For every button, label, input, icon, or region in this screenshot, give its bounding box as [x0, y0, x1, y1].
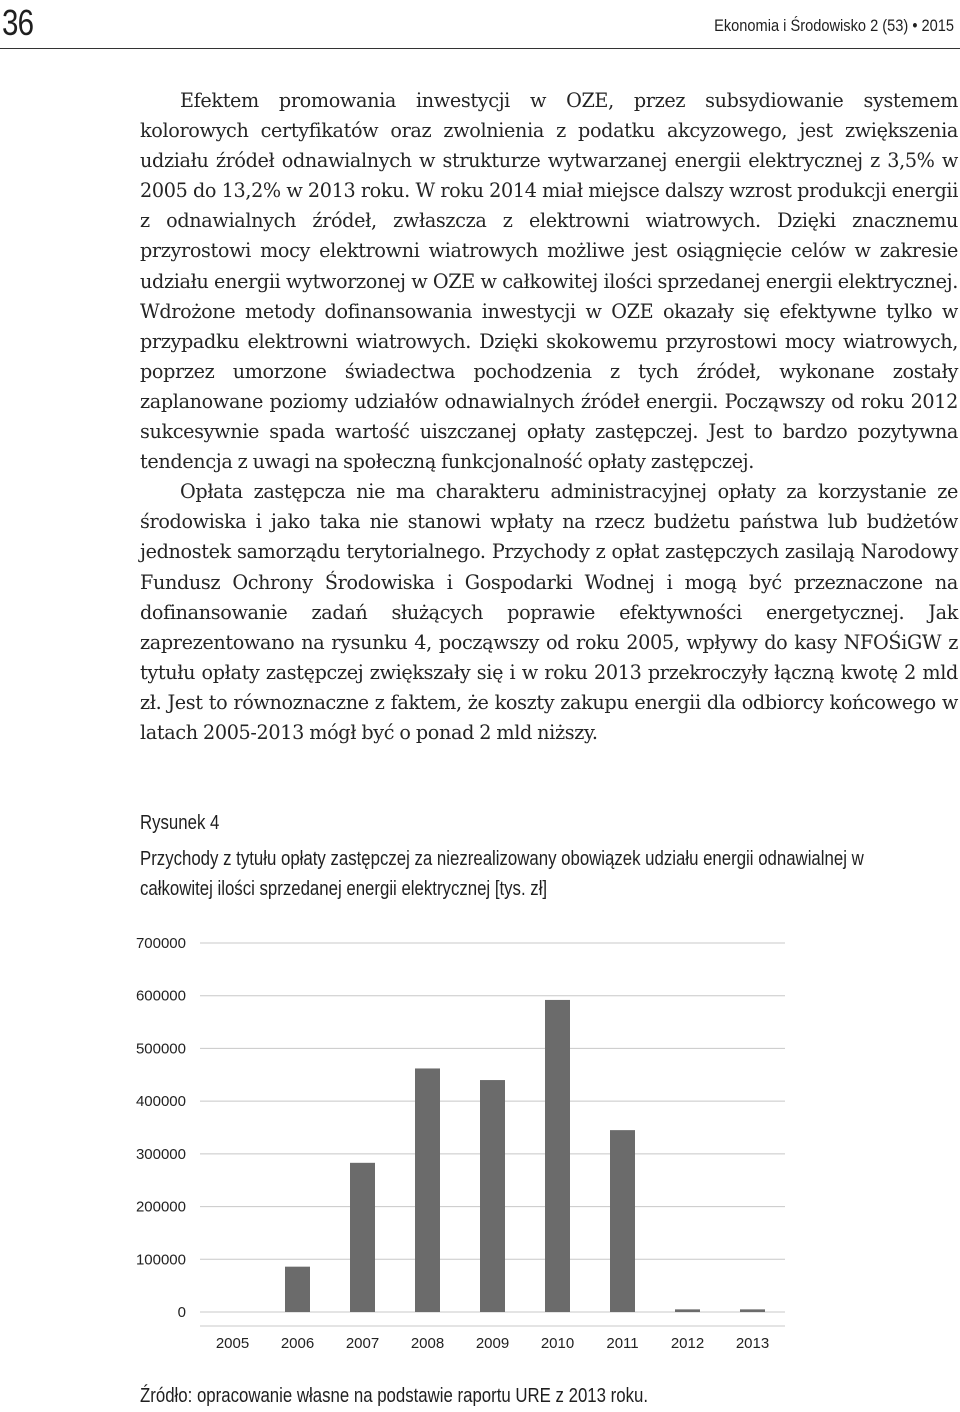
bar-2006: [285, 1267, 310, 1312]
y-tick-label: 0: [177, 1304, 186, 1321]
x-tick-label: 2012: [670, 1335, 705, 1352]
figure-caption: Przychody z tytułu opłaty zastępczej za niezrealizowany obowiązek udziału energii odnawialnej w całkowitej ilości sprzedanej energii elektrycznej [tys. zł]: [140, 848, 864, 900]
x-tick-label: 2007: [345, 1335, 380, 1352]
bar-2013: [740, 1309, 765, 1312]
bar-2008: [415, 1068, 440, 1312]
y-tick-label: 200000: [135, 1198, 186, 1216]
page-number: 36: [2, 2, 34, 43]
y-tick-label: 400000: [135, 1093, 186, 1111]
y-tick-label: 600000: [135, 987, 186, 1005]
x-tick-label: 2013: [735, 1335, 770, 1352]
bar-2009: [480, 1080, 505, 1312]
bar-2010: [545, 1000, 570, 1312]
bar-2011: [610, 1130, 635, 1312]
bar-2007: [350, 1163, 375, 1312]
paragraph: Opłata zastępcza nie ma charakteru administracyjnej opłaty za korzystanie ze środowiska i jako taka nie stanowi wpłaty na rzecz budżetu państwa lub budżetów jednostek samorządu terytorialnego. Przychody z opłat zastępczych zasilają Narodowy Fundusz Ochrony Środowiska i Gospodarki Wodnej i mogą być przeznaczone na dofinansowanie zadań służących poprawie efektywności energetycznej. Jak zaprezentowano na rysunku 4, począwszy od roku 2005, wpływy do kasy NFOŚiGW z tytułu opłaty zastępczej zwiększały się i w roku 2013 przekroczyły łączną kwotę 2 mld zł. Jest to równoznaczne z faktem, że koszty zakupu energii dla odbiorcy końcowego w latach 2005-2013 mógł być o ponad 2 mld niższy.: [140, 480, 958, 744]
y-tick-label: 500000: [135, 1040, 186, 1058]
bar-2012: [675, 1309, 700, 1312]
y-tick-label: 300000: [135, 1145, 186, 1163]
x-tick-label: 2005: [215, 1335, 250, 1352]
figure-source: Źródło: opracowanie własne na podstawie raportu URE z 2013 roku.: [140, 1385, 649, 1407]
figure-label: Rysunek 4: [140, 812, 220, 834]
x-tick-label: 2010: [540, 1335, 575, 1352]
y-tick-label: 100000: [135, 1251, 186, 1269]
x-tick-label: 2006: [280, 1335, 315, 1352]
y-tick-label: 700000: [135, 935, 186, 952]
x-tick-label: 2011: [606, 1335, 639, 1352]
article-body: [140, 86, 958, 748]
page-header: [0, 0, 960, 49]
journal-title: Ekonomia i Środowisko 2 (53) • 2015: [714, 16, 954, 35]
x-tick-label: 2009: [475, 1335, 510, 1352]
paragraph: Efektem promowania inwestycji w OZE, przez subsydiowanie systemem kolorowych certyfikatów oraz zwolnienia z podatku akcyzowego, jest zwiększenia udziału źródeł odnawialnych w strukturze wytwarzanej energii elektrycznej z 3,5% w 2005 do 13,2% w 2013 roku. W roku 2014 miał miejsce dalszy wzrost produkcji energii z odnawialnych źródeł, zwłaszcza z elektrowni wiatrowych. Dzięki znacznemu przyrostowi mocy elektrowni wiatrowych możliwe jest osiągnięcie celów w zakresie udziału energii wytworzonej w OZE w całkowitej ilości sprzedanej energii elektrycznej. Wdrożone metody dofinansowania inwestycji w OZE okazały się efektywne tylko w przypadku elektrowni wiatrowych. Dzięki skokowemu przyrostowi mocy wiatrowych, poprzez umorzone świadectwa pochodzenia z tych źródeł, wykonane zostały zaplanowane poziomy udziałów odnawialnych źródeł energii. Począwszy od roku 2012 sukcesywnie spada wartość uiszczanej opłaty zastępczej. Jest to bardzo pozytywna tendencja z uwagi na społeczną funkcjonalność opłaty zastępczej.: [140, 89, 958, 474]
x-tick-label: 2008: [410, 1335, 445, 1352]
bar-chart: [120, 925, 800, 1365]
